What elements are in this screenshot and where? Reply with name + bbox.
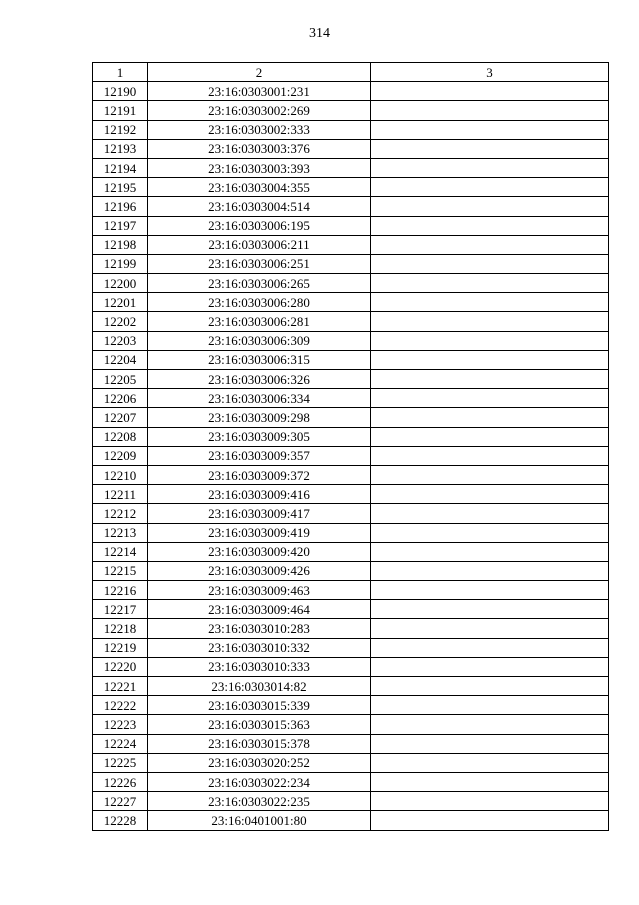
table-row — [93, 235, 609, 254]
table-row — [93, 370, 609, 389]
row-number-cell: 12220 — [93, 657, 148, 676]
empty-cell — [371, 465, 609, 484]
cadastral-number-cell: 23:16:0303009:419 — [148, 523, 371, 542]
empty-cell — [371, 504, 609, 523]
cadastral-number-cell: 23:16:0303010:333 — [148, 657, 371, 676]
table-row — [93, 158, 609, 177]
empty-cell — [371, 427, 609, 446]
empty-cell — [371, 216, 609, 235]
row-number-cell: 12218 — [93, 619, 148, 638]
table-row — [93, 350, 609, 369]
row-number-cell: 12222 — [93, 696, 148, 715]
row-number-cell: 12202 — [93, 312, 148, 331]
row-number-cell: 12195 — [93, 178, 148, 197]
empty-cell — [371, 101, 609, 120]
cadastral-number-cell: 23:16:0303002:269 — [148, 101, 371, 120]
empty-cell — [371, 350, 609, 369]
table-row — [93, 139, 609, 158]
cadastral-number-cell: 23:16:0303009:464 — [148, 600, 371, 619]
cadastral-number-cell: 23:16:0303015:339 — [148, 696, 371, 715]
row-number-cell: 12214 — [93, 542, 148, 561]
table-row — [93, 427, 609, 446]
cadastral-number-cell: 23:16:0303010:332 — [148, 638, 371, 657]
cadastral-number-cell: 23:16:0303006:326 — [148, 370, 371, 389]
cadastral-number-cell: 23:16:0303022:234 — [148, 772, 371, 791]
row-number-cell: 12221 — [93, 677, 148, 696]
row-number-cell: 12191 — [93, 101, 148, 120]
empty-cell — [371, 715, 609, 734]
table-row — [93, 542, 609, 561]
row-number-cell: 12207 — [93, 408, 148, 427]
cadastral-number-cell: 23:16:0303003:393 — [148, 158, 371, 177]
row-number-cell: 12201 — [93, 293, 148, 312]
table-row — [93, 446, 609, 465]
empty-cell — [371, 619, 609, 638]
row-number-cell: 12212 — [93, 504, 148, 523]
cadastral-number-cell: 23:16:0303006:281 — [148, 312, 371, 331]
row-number-cell: 12224 — [93, 734, 148, 753]
empty-cell — [371, 82, 609, 101]
cadastral-number-cell: 23:16:0303006:195 — [148, 216, 371, 235]
row-number-cell: 12211 — [93, 485, 148, 504]
cadastral-number-cell: 23:16:0303022:235 — [148, 792, 371, 811]
row-number-cell: 12215 — [93, 561, 148, 580]
cadastral-number-cell: 23:16:0303009:305 — [148, 427, 371, 446]
row-number-cell: 12196 — [93, 197, 148, 216]
table-row — [93, 485, 609, 504]
row-number-cell: 12210 — [93, 465, 148, 484]
row-number-cell: 12205 — [93, 370, 148, 389]
row-number-cell: 12194 — [93, 158, 148, 177]
empty-cell — [371, 197, 609, 216]
cadastral-number-cell: 23:16:0303015:378 — [148, 734, 371, 753]
table-row — [93, 696, 609, 715]
row-number-cell: 12223 — [93, 715, 148, 734]
empty-cell — [371, 542, 609, 561]
row-number-cell: 12199 — [93, 254, 148, 273]
table-header — [93, 63, 609, 82]
empty-cell — [371, 792, 609, 811]
row-number-cell: 12209 — [93, 446, 148, 465]
empty-cell — [371, 485, 609, 504]
table-row — [93, 638, 609, 657]
row-number-cell: 12198 — [93, 235, 148, 254]
table-row — [93, 274, 609, 293]
table-row — [93, 581, 609, 600]
empty-cell — [371, 446, 609, 465]
cadastral-number-cell: 23:16:0303010:283 — [148, 619, 371, 638]
table-row — [93, 734, 609, 753]
cadastral-number-cell: 23:16:0401001:80 — [148, 811, 371, 830]
row-number-cell: 12219 — [93, 638, 148, 657]
empty-cell — [371, 254, 609, 273]
empty-cell — [371, 158, 609, 177]
cadastral-number-cell: 23:16:0303006:334 — [148, 389, 371, 408]
row-number-cell: 12203 — [93, 331, 148, 350]
cadastral-number-cell: 23:16:0303009:463 — [148, 581, 371, 600]
cadastral-number-cell: 23:16:0303002:333 — [148, 120, 371, 139]
cadastral-number-cell: 23:16:0303020:252 — [148, 753, 371, 772]
column-header-3: 3 — [371, 63, 609, 82]
cadastral-number-cell: 23:16:0303006:309 — [148, 331, 371, 350]
table-body — [93, 82, 609, 830]
row-number-cell: 12206 — [93, 389, 148, 408]
empty-cell — [371, 734, 609, 753]
empty-cell — [371, 408, 609, 427]
cadastral-number-cell: 23:16:0303009:372 — [148, 465, 371, 484]
empty-cell — [371, 561, 609, 580]
empty-cell — [371, 312, 609, 331]
table-row — [93, 216, 609, 235]
empty-cell — [371, 638, 609, 657]
table-row — [93, 715, 609, 734]
empty-cell — [371, 677, 609, 696]
empty-cell — [371, 772, 609, 791]
row-number-cell: 12227 — [93, 792, 148, 811]
table-row — [93, 523, 609, 542]
table-row — [93, 753, 609, 772]
empty-cell — [371, 811, 609, 830]
empty-cell — [371, 120, 609, 139]
column-header-2: 2 — [148, 63, 371, 82]
empty-cell — [371, 178, 609, 197]
cadastral-table — [92, 62, 609, 831]
table-row — [93, 178, 609, 197]
table-row — [93, 120, 609, 139]
table-row — [93, 504, 609, 523]
row-number-cell: 12204 — [93, 350, 148, 369]
cadastral-number-cell: 23:16:0303009:417 — [148, 504, 371, 523]
cadastral-number-cell: 23:16:0303004:355 — [148, 178, 371, 197]
empty-cell — [371, 274, 609, 293]
empty-cell — [371, 389, 609, 408]
table-row — [93, 465, 609, 484]
table-row — [93, 254, 609, 273]
empty-cell — [371, 370, 609, 389]
table-row — [93, 772, 609, 791]
cadastral-number-cell: 23:16:0303003:376 — [148, 139, 371, 158]
cadastral-number-cell: 23:16:0303009:420 — [148, 542, 371, 561]
row-number-cell: 12192 — [93, 120, 148, 139]
empty-cell — [371, 581, 609, 600]
row-number-cell: 12217 — [93, 600, 148, 619]
table-row — [93, 561, 609, 580]
column-header-1: 1 — [93, 63, 148, 82]
empty-cell — [371, 753, 609, 772]
cadastral-number-cell: 23:16:0303009:357 — [148, 446, 371, 465]
table-row — [93, 293, 609, 312]
table-row — [93, 389, 609, 408]
page-number: 314 — [309, 26, 330, 41]
table-row — [93, 408, 609, 427]
table-row — [93, 331, 609, 350]
cadastral-number-cell: 23:16:0303009:416 — [148, 485, 371, 504]
cadastral-number-cell: 23:16:0303009:298 — [148, 408, 371, 427]
cadastral-number-cell: 23:16:0303006:265 — [148, 274, 371, 293]
empty-cell — [371, 331, 609, 350]
cadastral-number-cell: 23:16:0303006:251 — [148, 254, 371, 273]
table-row — [93, 677, 609, 696]
cadastral-number-cell: 23:16:0303004:514 — [148, 197, 371, 216]
cadastral-number-cell: 23:16:0303009:426 — [148, 561, 371, 580]
empty-cell — [371, 696, 609, 715]
empty-cell — [371, 293, 609, 312]
row-number-cell: 12213 — [93, 523, 148, 542]
empty-cell — [371, 600, 609, 619]
row-number-cell: 12208 — [93, 427, 148, 446]
table-row — [93, 792, 609, 811]
row-number-cell: 12226 — [93, 772, 148, 791]
row-number-cell: 12190 — [93, 82, 148, 101]
cadastral-number-cell: 23:16:0303006:211 — [148, 235, 371, 254]
empty-cell — [371, 235, 609, 254]
cadastral-number-cell: 23:16:0303006:315 — [148, 350, 371, 369]
empty-cell — [371, 657, 609, 676]
table-row — [93, 657, 609, 676]
table-row — [93, 600, 609, 619]
empty-cell — [371, 139, 609, 158]
table-row — [93, 619, 609, 638]
table-row — [93, 101, 609, 120]
cadastral-number-cell: 23:16:0303015:363 — [148, 715, 371, 734]
table-row — [93, 811, 609, 830]
cadastral-number-cell: 23:16:0303014:82 — [148, 677, 371, 696]
row-number-cell: 12225 — [93, 753, 148, 772]
row-number-cell: 12197 — [93, 216, 148, 235]
row-number-cell: 12228 — [93, 811, 148, 830]
table-row — [93, 197, 609, 216]
table-row — [93, 82, 609, 101]
cadastral-number-cell: 23:16:0303001:231 — [148, 82, 371, 101]
row-number-cell: 12200 — [93, 274, 148, 293]
cadastral-number-cell: 23:16:0303006:280 — [148, 293, 371, 312]
empty-cell — [371, 523, 609, 542]
row-number-cell: 12193 — [93, 139, 148, 158]
row-number-cell: 12216 — [93, 581, 148, 600]
table-row — [93, 312, 609, 331]
header-row — [93, 63, 609, 82]
